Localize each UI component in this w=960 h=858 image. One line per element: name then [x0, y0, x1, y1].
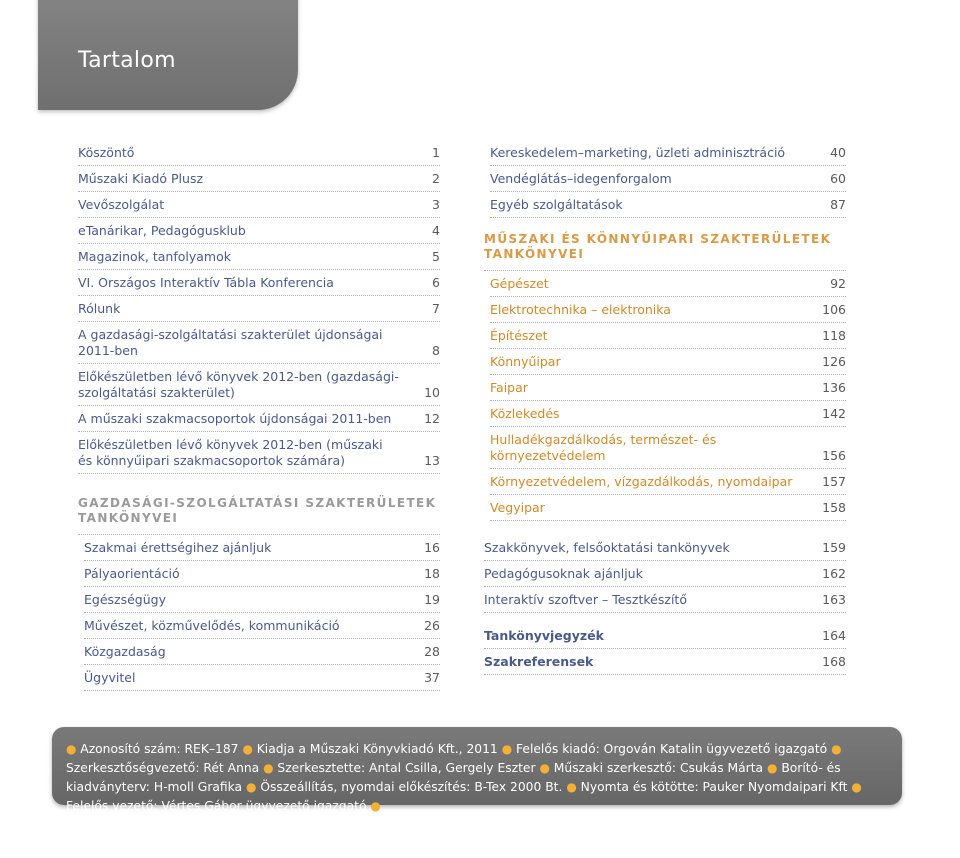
bullet-icon: ● [851, 780, 862, 794]
toc-entry-page: 40 [830, 145, 846, 160]
toc-entry-label: Szakkönyvek, felsőoktatási tankönyvek [484, 540, 730, 555]
toc-entry[interactable] [490, 271, 846, 297]
toc-entry-label: Egészségügy [84, 592, 166, 607]
toc-entry-page: 87 [830, 197, 846, 212]
right-top-list [484, 140, 846, 218]
imprint-segment: Szerkesztette: Antal Csilla, Gergely Eszter [277, 761, 536, 775]
title-tab [38, 0, 298, 110]
toc-entry-label: Rólunk [78, 301, 121, 316]
toc-entry[interactable] [78, 406, 440, 432]
toc-entry[interactable] [78, 364, 440, 406]
imprint-segment: Nyomta és kötötte: Pauker Nyomdaipari Kft [580, 780, 848, 794]
imprint-segment: Borító- és kiadványterv: H-moll Grafika [66, 761, 841, 794]
toc-entry-page: 163 [822, 592, 846, 607]
toc-entry[interactable] [84, 561, 440, 587]
toc-entry[interactable] [490, 192, 846, 218]
toc-entry-label: Faipar [490, 380, 528, 395]
toc-entry-label: Vendéglátás–idegenforgalom [490, 171, 672, 186]
toc-entry-label: Építészet [490, 328, 548, 343]
toc-entry[interactable] [84, 613, 440, 639]
imprint-text [66, 740, 888, 816]
toc-entry[interactable] [78, 244, 440, 270]
toc-entry-label: Pedagógusoknak ajánljuk [484, 566, 643, 581]
toc-entry[interactable] [84, 665, 440, 691]
toc-entry-label: Hulladékgazdálkodás, természet- és környezetvédelem [490, 432, 717, 463]
toc-entry-page: 142 [822, 406, 846, 421]
imprint-segment: Felelős vezető: Vértes Gábor ügyvezető igazgató [66, 799, 367, 813]
bullet-icon: ● [831, 742, 842, 756]
toc-entry[interactable] [490, 427, 846, 469]
toc-entry[interactable] [484, 587, 846, 613]
toc-entry[interactable] [78, 432, 440, 474]
toc-entry[interactable] [490, 297, 846, 323]
toc-entry-label: Előkészületben lévő könyvek 2012-ben (műszaki és könnyűipari szakmacsoportok számára) [78, 437, 383, 468]
bullet-icon: ● [246, 780, 261, 794]
toc-entry[interactable] [84, 639, 440, 665]
toc-entry[interactable] [78, 218, 440, 244]
toc-entry-label: Gépészet [490, 276, 549, 291]
toc-entry-page: 37 [424, 670, 440, 685]
toc-entry-page: 106 [822, 302, 846, 317]
toc-entry-label: Könnyűipar [490, 354, 561, 369]
right-bold-list [484, 623, 846, 675]
toc-entry-page: 1 [432, 145, 440, 160]
toc-entry-label: A gazdasági-szolgáltatási szakterület újdonságai 2011-ben [78, 327, 383, 358]
toc-entry-label: Művészet, közművelődés, kommunikáció [84, 618, 340, 633]
toc-entry-label: Előkészületben lévő könyvek 2012-ben (gazdasági-szolgáltatási szakterület) [78, 369, 399, 400]
right-section-heading: MŰSZAKI ÉS KÖNNYŰIPARI SZAKTERÜLETEK TANKÖNYVEI [484, 218, 846, 271]
imprint-segment: Szerkesztőségvezető: Rét Anna [66, 761, 260, 775]
bullet-icon: ● [566, 780, 581, 794]
toc-entry-page: 136 [822, 380, 846, 395]
toc-entry-page: 162 [822, 566, 846, 581]
toc-entry[interactable] [490, 140, 846, 166]
bullet-icon: ● [539, 761, 554, 775]
toc-entry-label: Szakmai érettségihez ajánljuk [84, 540, 272, 555]
toc-entry[interactable] [484, 561, 846, 587]
toc-entry-page: 168 [822, 654, 846, 669]
toc-entry-page: 18 [424, 566, 440, 581]
toc-entry-label: Műszaki Kiadó Plusz [78, 171, 204, 186]
toc-entry-page: 8 [432, 343, 440, 358]
toc-entry-page: 19 [424, 592, 440, 607]
imprint-segment: Felelős kiadó: Orgován Katalin ügyvezető igazgató [515, 742, 828, 756]
toc-entry-label: Pályaorientáció [84, 566, 180, 581]
toc-entry[interactable] [490, 495, 846, 521]
toc-entry-page: 156 [822, 448, 846, 463]
toc-entry-label: Szakreferensek [484, 654, 594, 669]
toc-entry-page: 4 [432, 223, 440, 238]
toc-entry[interactable] [490, 349, 846, 375]
bullet-icon: ● [263, 761, 278, 775]
toc-entry-label: Vevőszolgálat [78, 197, 165, 212]
bullet-icon: ● [370, 799, 381, 813]
left-toc-list [78, 140, 440, 474]
toc-entry-label: Környezetvédelem, vízgazdálkodás, nyomdaipar [490, 474, 793, 489]
toc-entry-label: A műszaki szakmacsoportok újdonságai 2011-ben [78, 411, 392, 426]
toc-entry-label: VI. Országos Interaktív Tábla Konferencia [78, 275, 334, 290]
toc-entry-label: eTanárikar, Pedagógusklub [78, 223, 246, 238]
right-toc-column [484, 140, 846, 675]
toc-entry-label: Vegyipar [490, 500, 545, 515]
bullet-icon: ● [242, 742, 257, 756]
page-title: Tartalom [78, 48, 176, 73]
toc-entry[interactable] [78, 166, 440, 192]
toc-entry-page: 2 [432, 171, 440, 186]
right-other-list [484, 535, 846, 613]
toc-entry-label: Elektrotechnika – elektronika [490, 302, 671, 317]
toc-entry[interactable] [490, 323, 846, 349]
toc-entry-page: 12 [424, 411, 440, 426]
toc-entry[interactable] [484, 623, 846, 649]
bullet-icon: ● [501, 742, 516, 756]
toc-entry-page: 10 [424, 385, 440, 400]
toc-entry-page: 6 [432, 275, 440, 290]
imprint-segment: Azonosító szám: REK–187 [80, 742, 239, 756]
toc-entry[interactable] [484, 535, 846, 561]
toc-entry-page: 7 [432, 301, 440, 316]
toc-entry-page: 92 [830, 276, 846, 291]
imprint-panel [52, 727, 902, 813]
toc-entry-label: Ügyvitel [84, 670, 136, 685]
toc-entry-page: 3 [432, 197, 440, 212]
toc-entry-label: Közlekedés [490, 406, 560, 421]
toc-entry[interactable] [84, 535, 440, 561]
toc-entry-page: 159 [822, 540, 846, 555]
toc-entry-label: Interaktív szoftver – Tesztkészítő [484, 592, 687, 607]
toc-entry-label: Közgazdaság [84, 644, 166, 659]
toc-entry[interactable] [78, 296, 440, 322]
imprint-segment: Összeállítás, nyomdai előkészítés: B-Tex 2000 Bt. [260, 780, 563, 794]
toc-entry[interactable] [78, 192, 440, 218]
toc-entry[interactable] [490, 469, 846, 495]
toc-entry[interactable] [490, 375, 846, 401]
toc-entry[interactable] [78, 270, 440, 296]
toc-entry[interactable] [484, 649, 846, 675]
toc-entry-page: 157 [822, 474, 846, 489]
toc-entry-page: 13 [424, 453, 440, 468]
toc-entry[interactable] [84, 587, 440, 613]
bullet-icon: ● [66, 742, 81, 756]
toc-entry[interactable] [490, 166, 846, 192]
toc-entry-label: Magazinok, tanfolyamok [78, 249, 231, 264]
toc-entry-label: Egyéb szolgáltatások [490, 197, 623, 212]
left-toc-column [78, 140, 440, 691]
toc-entry-page: 5 [432, 249, 440, 264]
toc-entry-page: 26 [424, 618, 440, 633]
toc-entry-page: 60 [830, 171, 846, 186]
left-section-heading: GAZDASÁGI-SZOLGÁLTATÁSI SZAKTERÜLETEK TANKÖNYVEI [78, 474, 440, 535]
imprint-segment: Műszaki szerkesztő: Csukás Márta [553, 761, 764, 775]
toc-entry[interactable] [78, 322, 440, 364]
toc-entry-page: 118 [822, 328, 846, 343]
toc-entry-label: Köszöntő [78, 145, 135, 160]
toc-entry[interactable] [78, 140, 440, 166]
toc-entry-page: 164 [822, 628, 846, 643]
right-section-list [484, 271, 846, 521]
toc-entry-page: 16 [424, 540, 440, 555]
toc-entry[interactable] [490, 401, 846, 427]
left-section-list [78, 535, 440, 691]
toc-entry-page: 158 [822, 500, 846, 515]
toc-entry-label: Kereskedelem–marketing, üzleti adminisztráció [490, 145, 786, 160]
bullet-icon: ● [767, 761, 782, 775]
toc-entry-page: 28 [424, 644, 440, 659]
toc-entry-label: Tankönyvjegyzék [484, 628, 604, 643]
toc-entry-page: 126 [822, 354, 846, 369]
imprint-segment: Kiadja a Műszaki Könyvkiadó Kft., 2011 [256, 742, 498, 756]
